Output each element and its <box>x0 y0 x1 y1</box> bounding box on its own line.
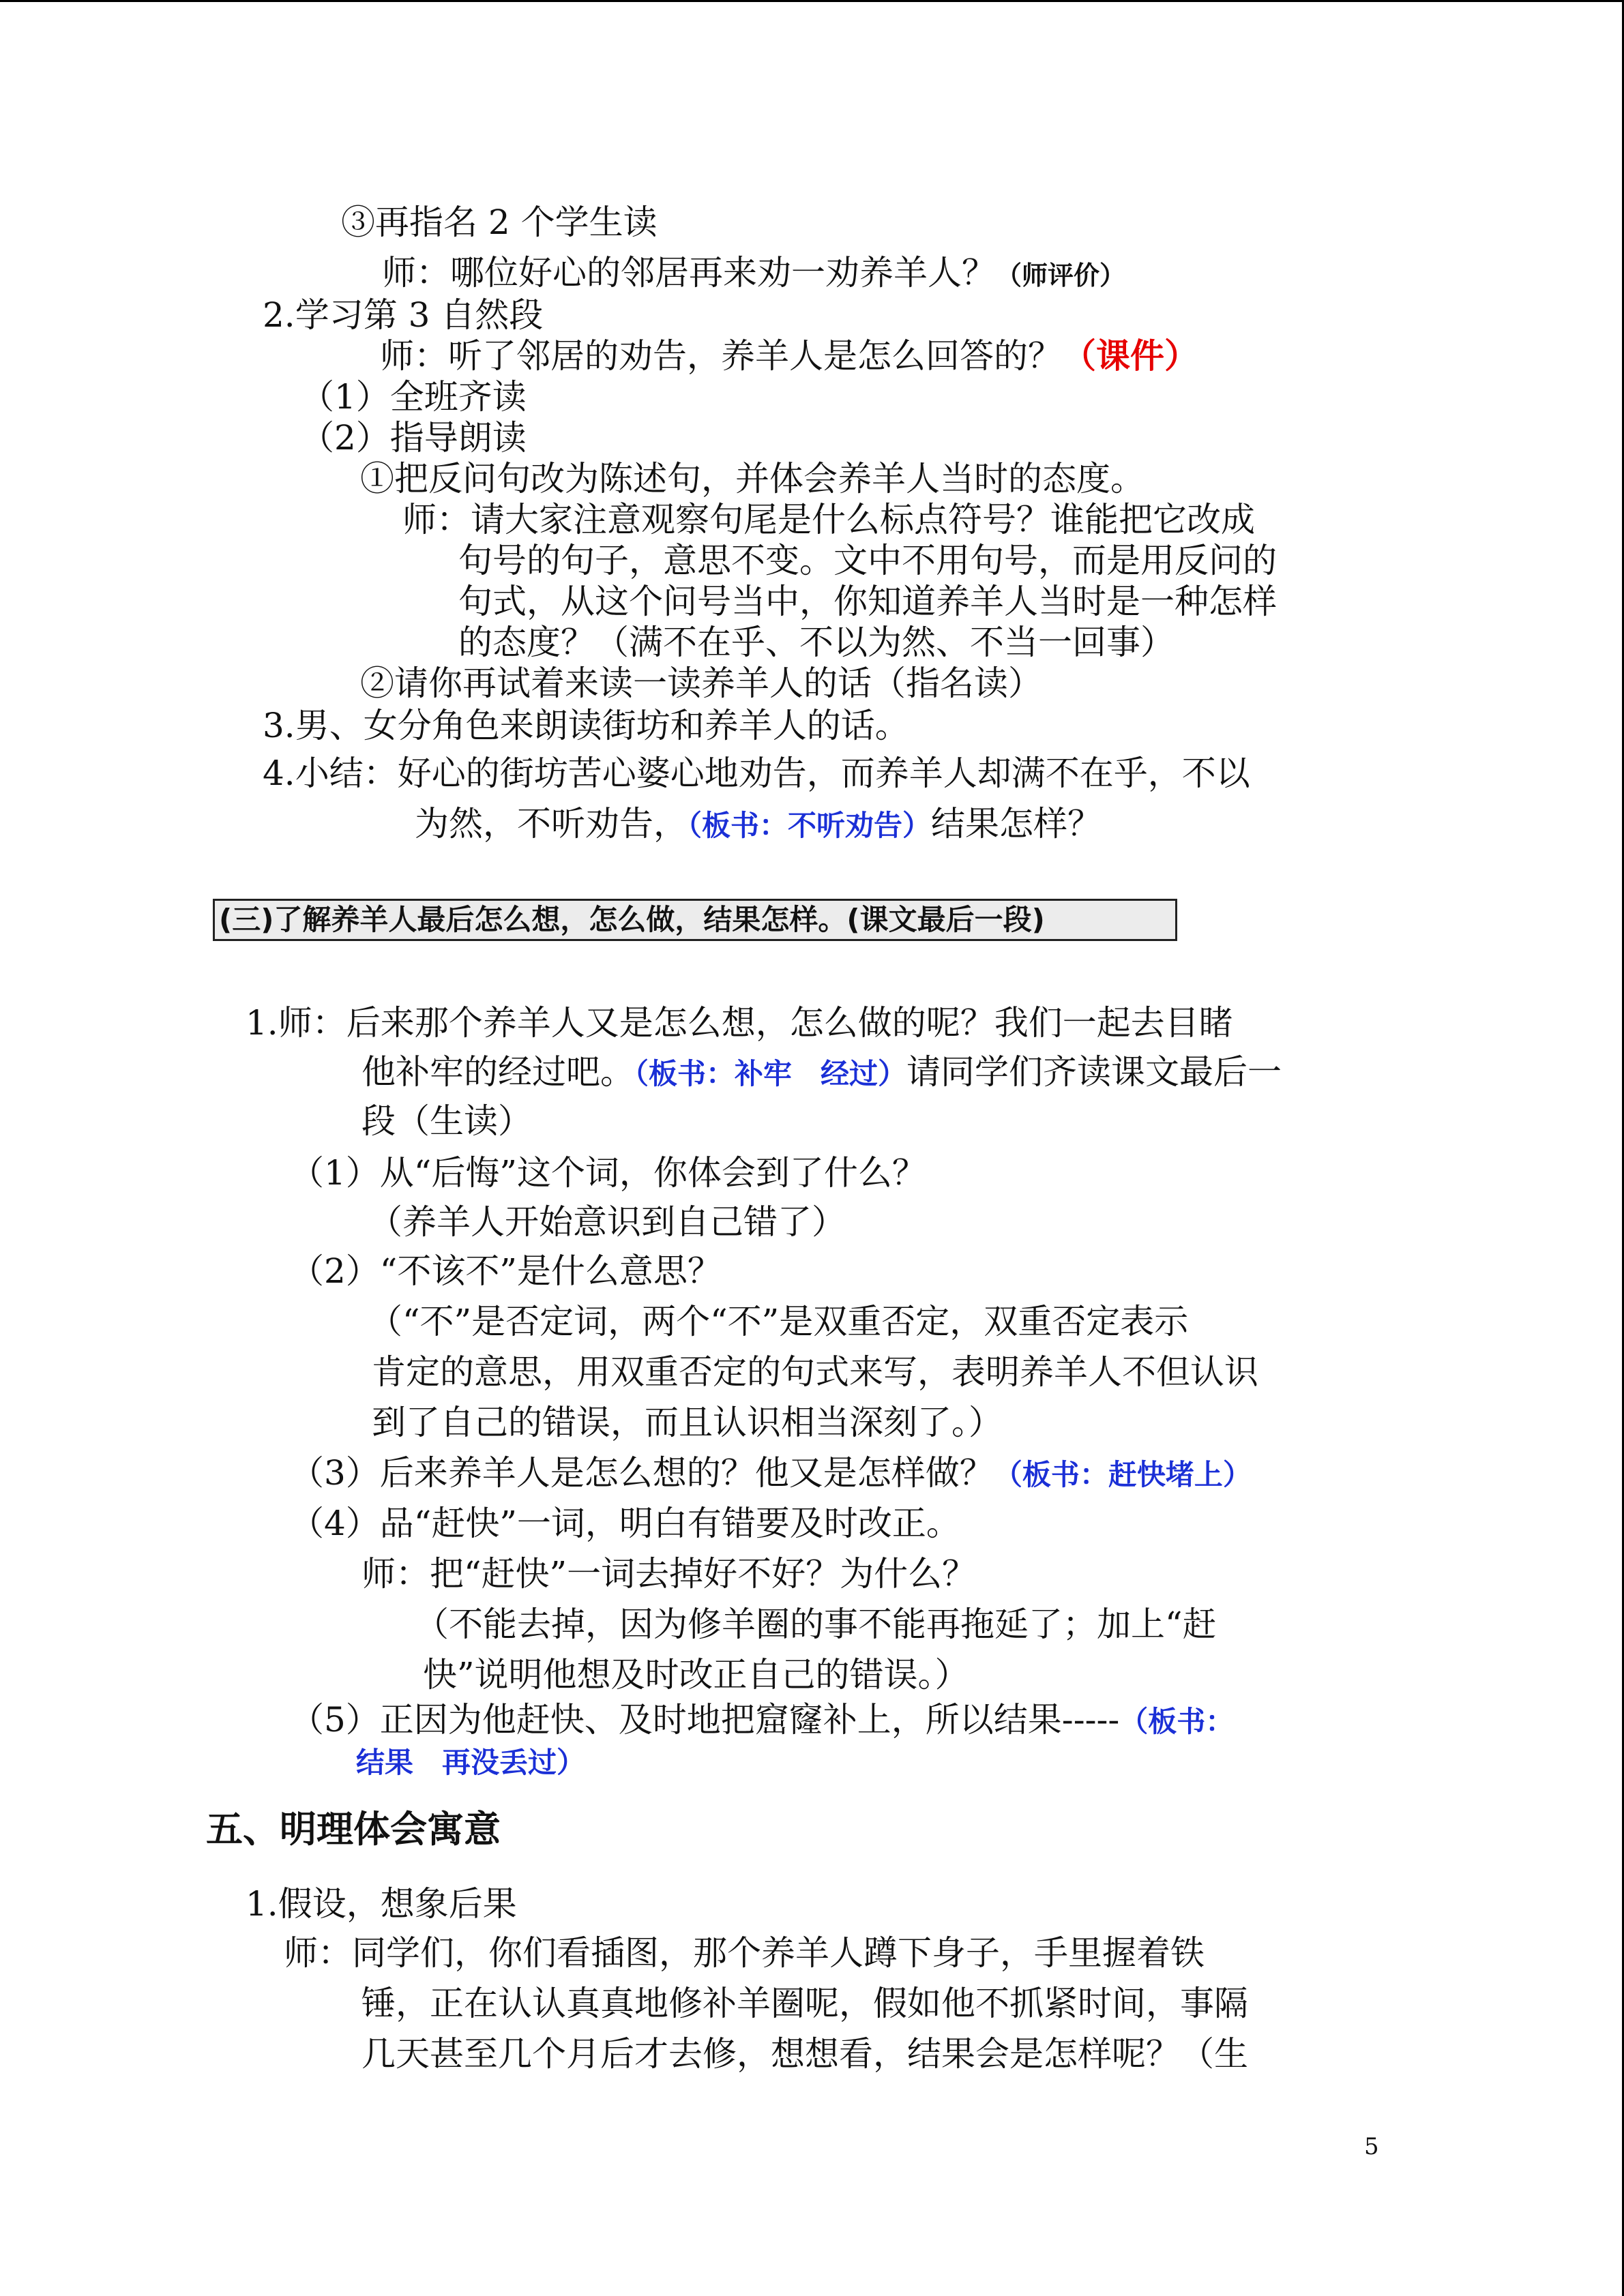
text-line: 段（生读） <box>361 1101 532 1141</box>
text-line: （2）指导朗读 <box>300 418 527 458</box>
text-line: 师：同学们，你们看插图，那个养羊人蹲下身子，手里握着铁 <box>284 1933 1205 1973</box>
section-heading-box: (三)了解养羊人最后怎么想，怎么做，结果怎样。(课文最后一段) <box>213 899 1177 941</box>
text-line <box>290 1451 1252 1497</box>
text-line: 师：请大家注意观察句尾是什么标点符号？谁能把它改成 <box>402 500 1255 539</box>
text-line: 1.假设，想象后果 <box>246 1884 517 1924</box>
section-heading: 五、明理体会寓意 <box>206 1808 501 1851</box>
text-line: ③再指名 2 个学生读 <box>341 203 658 242</box>
text-run: 师：哪位好心的邻居再来劝一劝养羊人？ <box>382 253 996 293</box>
text-line: （4）品“赶快”一词，明白有错要及时改正。 <box>290 1504 960 1543</box>
text-line: 师：把“赶快”一词去掉好不好？为什么？ <box>361 1554 977 1594</box>
text-line: 快”说明他想及时改正自己的错误。） <box>423 1655 969 1695</box>
text-line: 到了自己的错误，而且认识相当深刻了。） <box>372 1403 1003 1442</box>
board-note: （板书：补牢 经过） <box>634 1057 907 1090</box>
text-line: 句号的句子，意思不变。文中不用句号，而是用反问的 <box>458 541 1277 580</box>
text-line <box>380 334 1198 378</box>
text-line <box>415 802 1102 848</box>
board-note: （板书：赶快堵上） <box>993 1458 1252 1491</box>
text-line: 4.小结：好心的街坊苦心婆心地劝告，而养羊人却满不在乎，不以 <box>263 754 1250 793</box>
text-line <box>290 1698 1234 1744</box>
text-line: （2）“不该不”是什么意思？ <box>290 1251 722 1291</box>
text-line: ②请你再试着来读一读养羊人的话（指名读） <box>360 664 1042 703</box>
text-line <box>382 251 1125 297</box>
text-line: 肯定的意思，用双重否定的句式来写，表明养羊人不但认识 <box>372 1352 1258 1392</box>
text-run: 请同学们齐读课文最后一 <box>906 1052 1282 1092</box>
text-run: 结果怎样？ <box>931 804 1102 844</box>
page-top-border <box>0 0 1624 2</box>
board-note: （板书： <box>1119 1705 1235 1738</box>
text-line: 句式，从这个问号当中，你知道养羊人当时是一种怎样 <box>458 582 1277 621</box>
text-line: （不能去掉，因为修羊圈的事不能再拖延了；加上“赶 <box>415 1605 1217 1644</box>
text-line: 2.学习第 3 自然段 <box>263 295 544 335</box>
text-run: 为然，不听劝告， <box>415 804 688 844</box>
text-line: 锤，正在认认真真地修补羊圈呢，假如他不抓紧时间，事隔 <box>361 1984 1248 2023</box>
text-line: （“不”是否定词，两个“不”是双重否定，双重否定表示 <box>368 1302 1189 1341</box>
board-note: （板书：不听劝告） <box>688 809 932 842</box>
text-line: （1）全班齐读 <box>300 377 527 417</box>
text-line: （1）从“后悔”这个词，你体会到了什么？ <box>290 1153 926 1193</box>
text-line: （养羊人开始意识到自己错了） <box>368 1202 846 1242</box>
text-line: 的态度？（满不在乎、不以为然、不当一回事） <box>458 623 1175 662</box>
text-run: 师：听了邻居的劝告，养羊人是怎么回答的？ <box>380 336 1062 376</box>
text-line: ①把反问句改为陈述句，并体会养羊人当时的态度。 <box>360 459 1145 498</box>
text-run: （3）后来养羊人是怎么想的？他又是怎样做？ <box>290 1453 994 1493</box>
teacher-note: （师评价） <box>996 260 1126 290</box>
text-line <box>361 1050 1282 1096</box>
text-line <box>356 1739 585 1785</box>
text-run: 他补牢的经过吧。 <box>361 1052 634 1092</box>
text-run: （5）正因为他赶快、及时地把窟窿补上，所以结果----- <box>290 1700 1120 1740</box>
text-line: 1.师：后来那个养羊人又是怎么想，怎么做的呢？我们一起去目睹 <box>246 1003 1233 1043</box>
page-number: 5 <box>1364 2133 1379 2160</box>
board-note: 结果 再没丢过） <box>356 1746 586 1779</box>
text-line: 3.男、女分角色来朗读街坊和养羊人的话。 <box>263 706 909 745</box>
courseware-note: （课件） <box>1062 336 1198 376</box>
text-line: 几天甚至几个月后才去修，想想看，结果会是怎样呢？（生 <box>361 2034 1248 2074</box>
